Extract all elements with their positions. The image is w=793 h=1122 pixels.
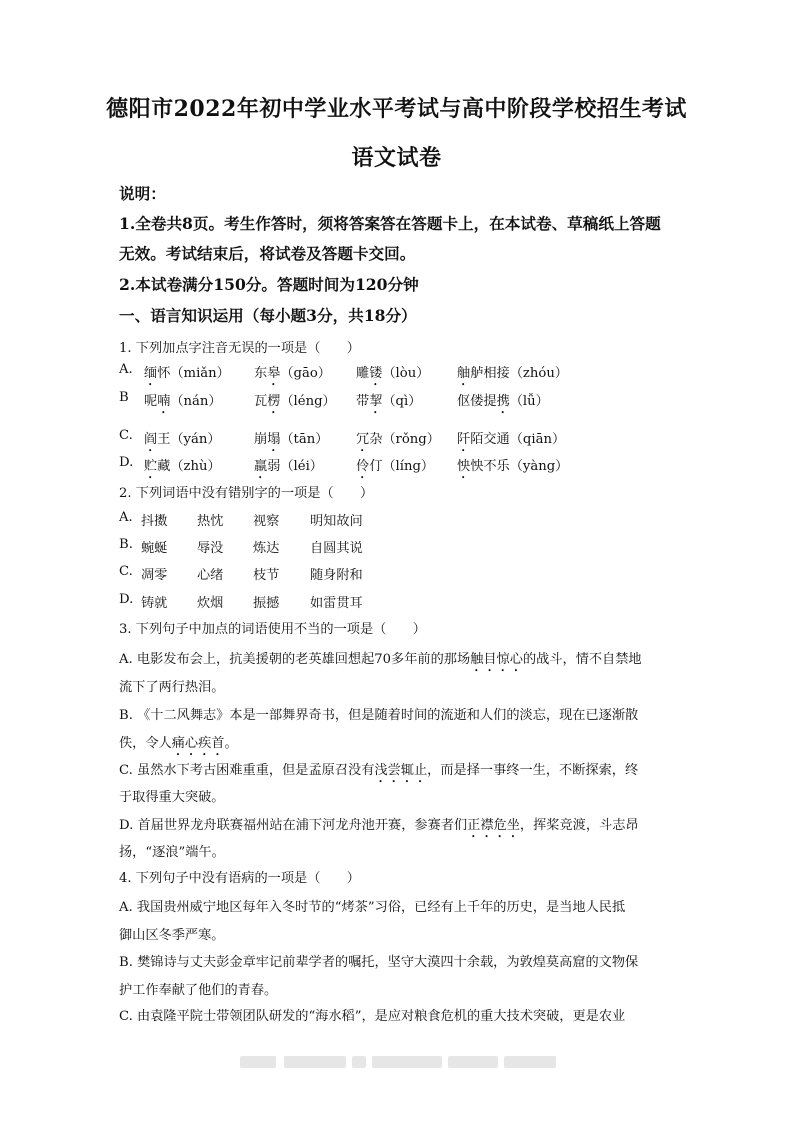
q1-option-item: 瓦楞（léng） bbox=[254, 394, 336, 409]
q4-option-a-line-1: A. 我国贵州威宁地区每年入冬时节的“烤茶”习俗，已经有上千年的历史，是当地人民抵 bbox=[119, 900, 626, 915]
q3-option-c-line-2: 于取得重大突破。 bbox=[119, 790, 225, 805]
q2-option-word: 视察 bbox=[253, 514, 280, 529]
emphasized-char: 阎 bbox=[144, 432, 158, 447]
q3-option-d-line-2: 扬，“逐浪”端午。 bbox=[119, 845, 225, 860]
q1-option-item: 东皋（gāo） bbox=[254, 366, 331, 381]
emphasized-char: 塌 bbox=[267, 432, 281, 447]
q3-option-b-line-1: B. 《十二风舞志》本是一部舞界奇书，但是随着时间的流逝和人们的淡忘，现在已逐渐散 bbox=[119, 708, 639, 723]
instruction-1-line-1: 1.全卷共8页。考生作答时，须将答案答在答题卡上，在本试卷、草稿纸上答题 bbox=[119, 214, 661, 233]
q1-option-label: D. bbox=[119, 455, 134, 470]
q1-option-item: 怏怏不乐（yàng） bbox=[457, 459, 569, 474]
q1-option-item: 呢喃（nán） bbox=[144, 394, 222, 409]
q1-option-item: 羸弱（léi） bbox=[254, 459, 323, 474]
blurred-footer-watermark bbox=[240, 1056, 556, 1068]
q2-option-label: C. bbox=[119, 564, 133, 579]
emphasized-char: 楞 bbox=[267, 394, 281, 409]
q2-option-word: 随身附和 bbox=[310, 568, 363, 583]
q2-option-word: 心绪 bbox=[197, 568, 224, 583]
q2-option-word: 如雷贯耳 bbox=[310, 596, 363, 611]
emphasized-char: 喃 bbox=[157, 394, 171, 409]
q2-option-word: 蜿蜒 bbox=[141, 541, 168, 556]
emphasized-char: 皋 bbox=[267, 366, 281, 381]
q2-option-word: 炼达 bbox=[253, 541, 280, 556]
q2-option-word: 辱没 bbox=[197, 541, 224, 556]
q4-option-c-line-1: C. 由袁隆平院士带领团队研发的“海水稻”，是应对粮食危机的重大技术突破，更是农业 bbox=[119, 1009, 626, 1024]
q4-option-b-line-1: B. 樊锦诗与丈夫彭金章牢记前辈学者的嘱托，坚守大漠四十余载，为敦煌莫高窟的文物保 bbox=[119, 955, 639, 970]
emphasized-char: 怏 bbox=[457, 459, 471, 474]
q1-option-label: B bbox=[119, 390, 129, 405]
q1-option-item: 雕镂（lòu） bbox=[356, 366, 430, 381]
emphasized-char: 羸 bbox=[254, 459, 268, 474]
instruction-2: 2.本试卷满分150分。答题时间为120分钟 bbox=[119, 275, 419, 294]
q1-option-item: 贮藏（zhù） bbox=[144, 459, 221, 474]
q3-option-b-line-2: 佚，令人痛心疾首。 bbox=[119, 736, 238, 751]
q4-option-a-line-2: 御山区冬季严寒。 bbox=[119, 928, 225, 943]
q1-option-item: 伶仃（líng） bbox=[356, 459, 435, 474]
q2-stem: 2. 下列词语中没有错别字的一项是（ ） bbox=[119, 486, 374, 501]
q2-option-label: B. bbox=[119, 537, 133, 552]
q1-option-item: 缅怀（miǎn） bbox=[144, 366, 230, 381]
instructions-heading: 说明： bbox=[119, 184, 166, 203]
q2-option-word: 炊烟 bbox=[197, 596, 224, 611]
page-subtitle: 语文试卷 bbox=[351, 145, 442, 171]
q3-option-a-line-1: A. 电影发布会上，抗美援朝的老英雄回想起70多年前的那场触目惊心的战斗，情不自禁地 bbox=[119, 652, 642, 667]
q2-option-label: A. bbox=[119, 510, 133, 525]
q1-option-item: 伛偻提携（lǚ） bbox=[457, 394, 549, 409]
q3-stem: 3. 下列句子中加点的词语使用不当的一项是（ ） bbox=[119, 622, 426, 637]
emphasized-word: 浅尝辄止 bbox=[374, 763, 428, 778]
page-title: 德阳市2022年初中学业水平考试与高中阶段学校招生考试 bbox=[106, 96, 687, 122]
emphasized-word: 痛心疾首 bbox=[171, 736, 225, 751]
q3-option-c-line-1: C. 虽然水下考古困难重重，但是孟原召没有浅尝辄止，而是择一事终一生，不断探索，终 bbox=[119, 763, 639, 778]
emphasized-word: 触目惊心 bbox=[470, 652, 523, 667]
q4-option-b-line-2: 护工作奉献了他们的青春。 bbox=[119, 983, 278, 998]
emphasized-char: 贮 bbox=[144, 459, 158, 474]
instruction-1-line-2: 无效。考试结束后，将试卷及答题卡交回。 bbox=[119, 244, 416, 263]
q1-stem: 1. 下列加点字注音无误的一项是（ ） bbox=[119, 341, 360, 356]
q1-option-item: 阎王（yán） bbox=[144, 432, 221, 447]
q1-option-label: C. bbox=[119, 428, 133, 443]
emphasized-char: 阡 bbox=[457, 432, 471, 447]
emphasized-char: 舳 bbox=[457, 366, 471, 381]
emphasized-char: 挈 bbox=[369, 394, 383, 409]
q1-option-item: 冗杂（rǒng） bbox=[356, 432, 440, 447]
q2-option-word: 自圆其说 bbox=[310, 541, 363, 556]
q1-option-label: A. bbox=[119, 362, 133, 377]
emphasized-word: 正襟危坐 bbox=[467, 818, 520, 833]
q2-option-word: 热忱 bbox=[197, 514, 224, 529]
section-1-heading: 一、语言知识运用（每小题3分，共18分） bbox=[119, 306, 417, 325]
q4-stem: 4. 下列句子中没有语病的一项是（ ） bbox=[119, 871, 360, 886]
q3-option-d-line-1: D. 首届世界龙舟联赛福州站在浦下河龙舟池开赛，参赛者们正襟危坐，挥桨竞渡，斗志昂 bbox=[119, 818, 639, 833]
q2-option-word: 抖擞 bbox=[141, 514, 168, 529]
q2-option-word: 明知故问 bbox=[310, 514, 363, 529]
q2-option-word: 振撼 bbox=[253, 596, 280, 611]
emphasized-char: 冗 bbox=[356, 432, 370, 447]
q1-option-item: 崩塌（tān） bbox=[254, 432, 329, 447]
emphasized-char: 缅 bbox=[144, 366, 158, 381]
q1-option-item: 舳舻相接（zhóu） bbox=[457, 366, 568, 381]
q2-option-word: 铸就 bbox=[141, 596, 168, 611]
q2-option-word: 凋零 bbox=[141, 568, 168, 583]
q3-option-a-line-2: 流下了两行热泪。 bbox=[119, 680, 225, 695]
q1-option-item: 阡陌交通（qiān） bbox=[457, 432, 566, 447]
emphasized-char: 镂 bbox=[369, 366, 383, 381]
emphasized-char: 伶 bbox=[356, 459, 370, 474]
q1-option-item: 带挈（qì） bbox=[356, 394, 422, 409]
q2-option-word: 枝节 bbox=[253, 568, 280, 583]
emphasized-char: 携 bbox=[496, 394, 510, 409]
q2-option-label: D. bbox=[119, 592, 134, 607]
